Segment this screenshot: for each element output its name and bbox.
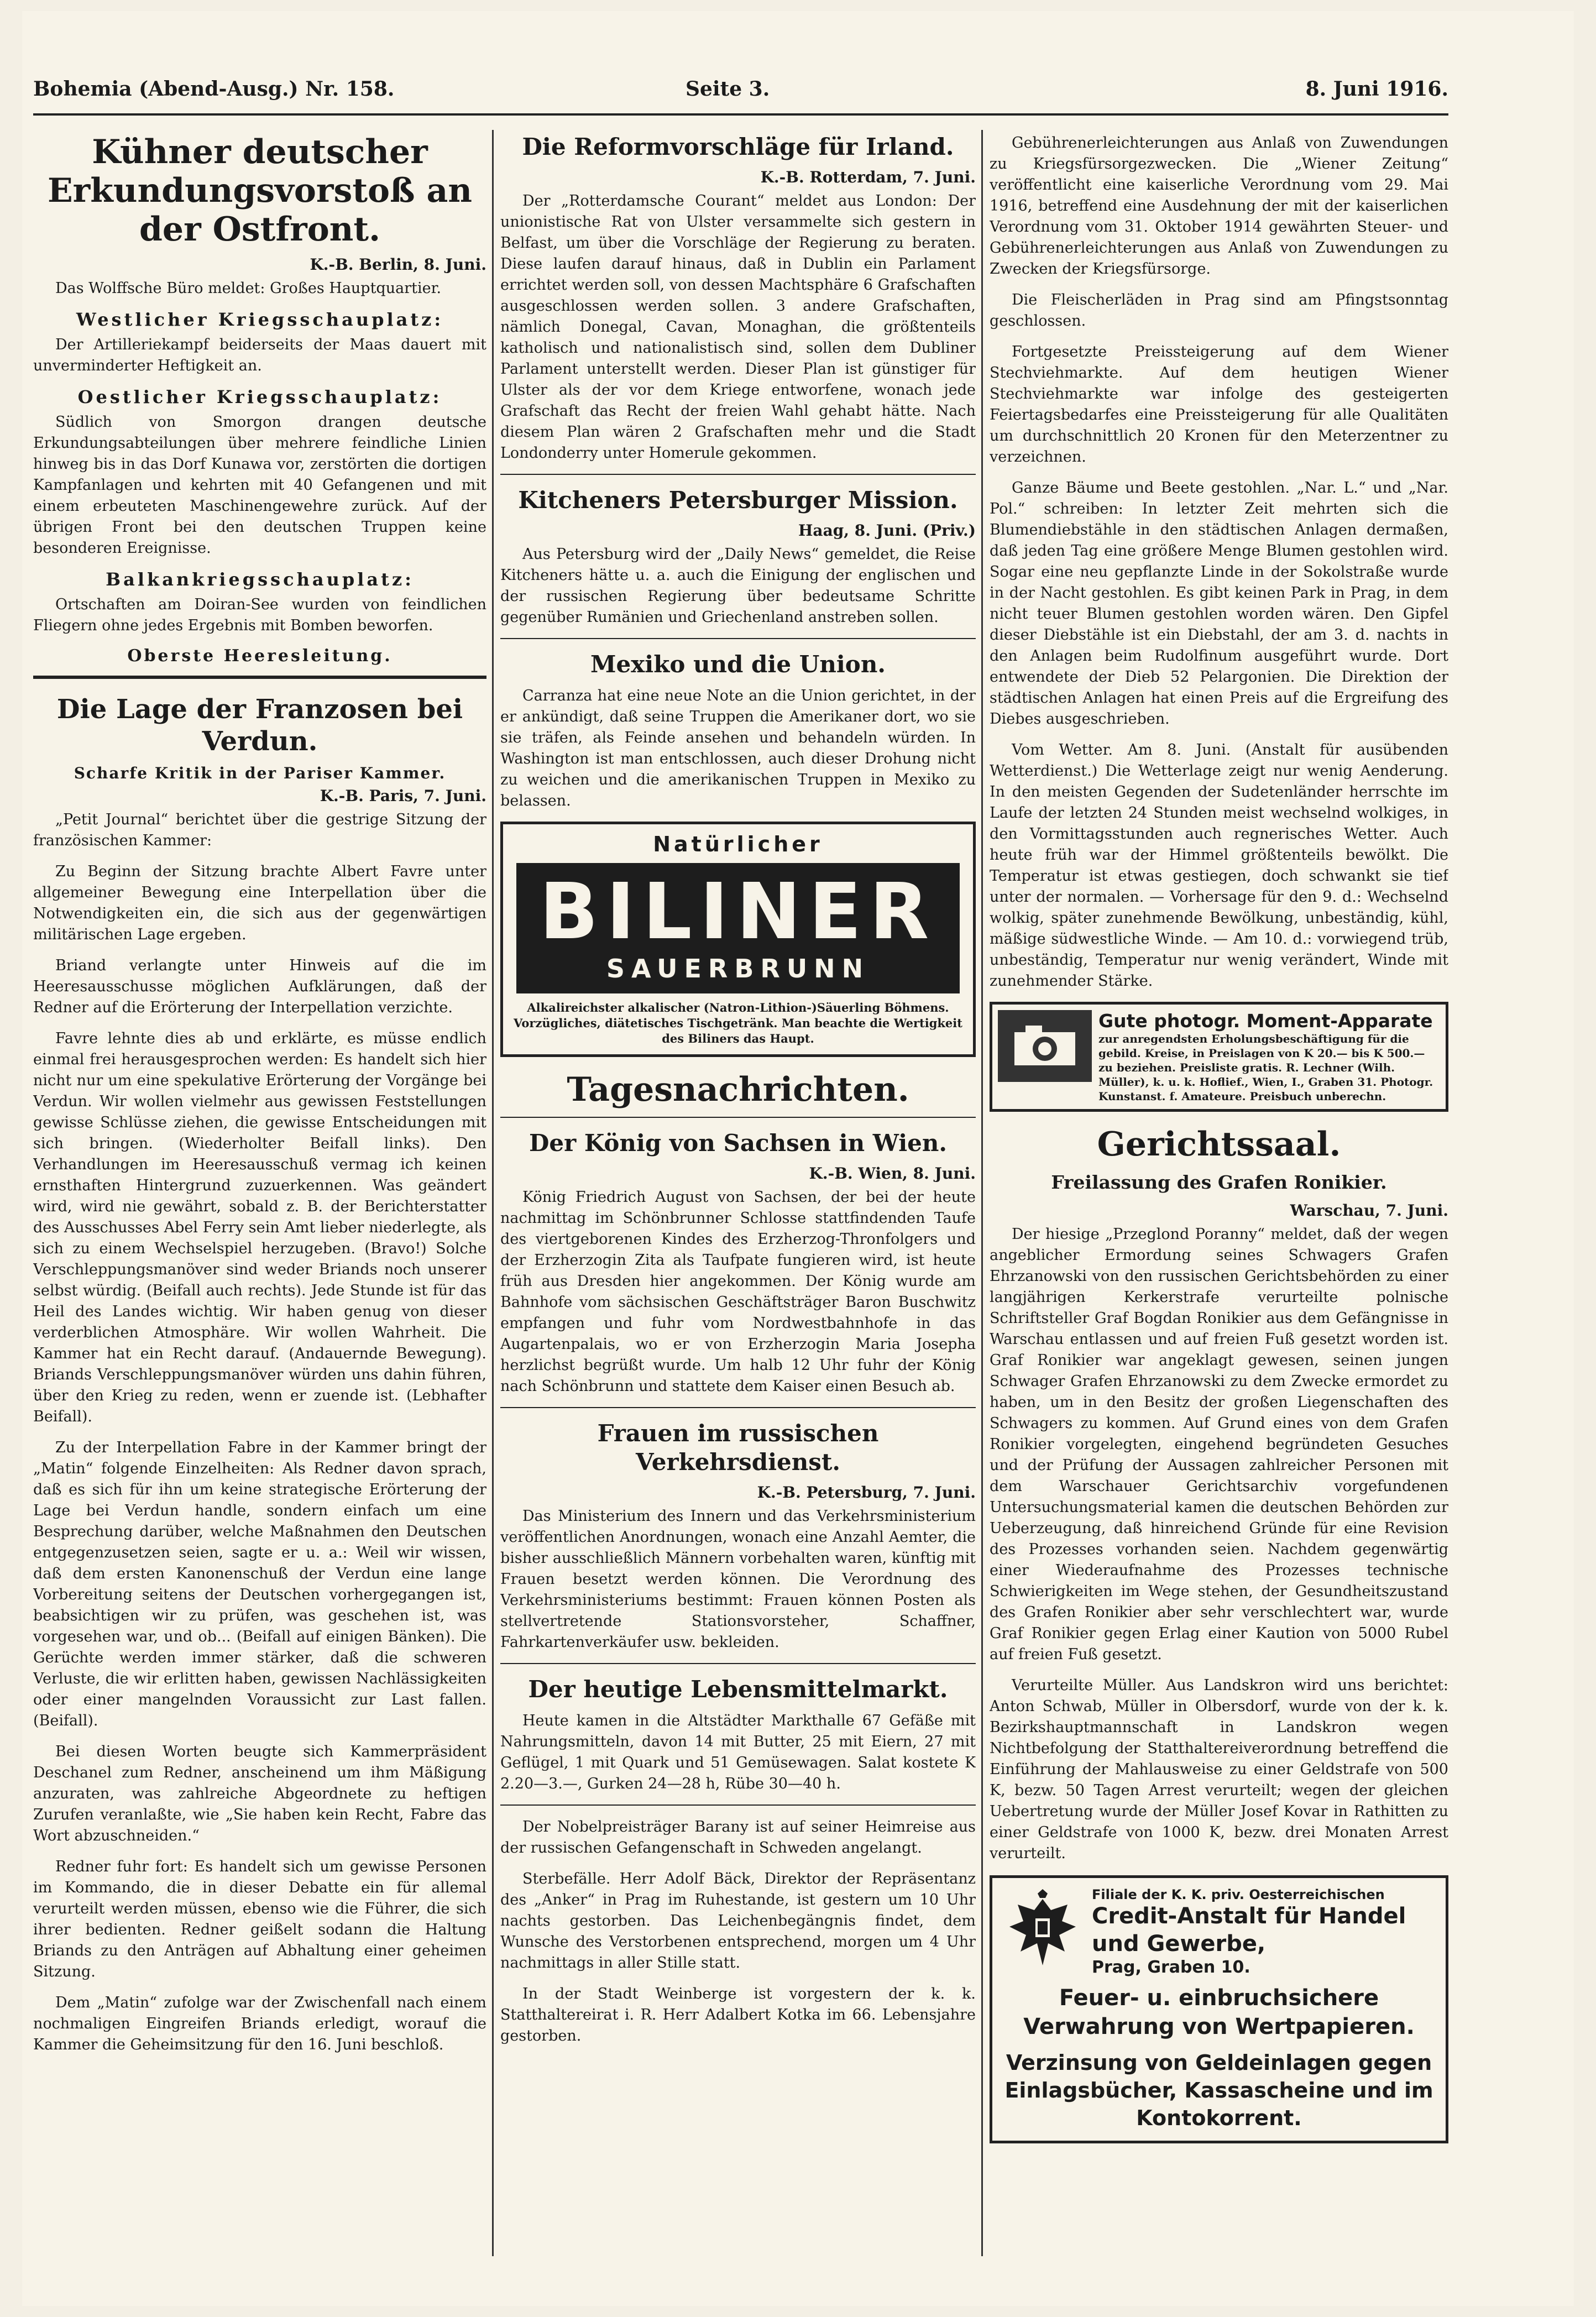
article-paragraph: Carranza hat eine neue Note an die Union gerichtet, in der er ankündigt, daß seine Truppen die Amerikaner dort, wo sie sie träfen, als Feinde ansehen und behandeln würden. In Washington ist man entschlossen, auch dieser Drohung nicht zu weichen und die amerikanischen Truppen in Mexiko zu belassen. <box>500 687 976 809</box>
dateline: K.-B. Rotterdam, 7. Juni. <box>760 168 976 186</box>
camera-illustration <box>998 1010 1092 1082</box>
dateline: K.-B. Petersburg, 7. Juni. <box>757 1483 976 1502</box>
article-headline: Mexiko und die Union. <box>590 651 886 678</box>
article-headline: Der heutige Lebensmittelmarkt. <box>528 1676 948 1703</box>
article-paragraph: Bei diesen Worten beugte sich Kammerpräsident Deschanel zum Redner, anscheinend um ihm Mäßigung anzuraten, was zahlreiche Abgeordnete zu heftigen Zurufen veranlaßte, wie „Sie haben kein Recht, Fabre das Wort abzuschneiden.“ <box>33 1743 486 1844</box>
section-title: Tagesnachrichten. <box>567 1070 909 1109</box>
ad-brand-subtitle: SAUERBRUNN <box>606 954 870 984</box>
article-subtitle: Scharfe Kritik in der Pariser Kammer. <box>74 764 446 782</box>
section-rule <box>500 1117 976 1118</box>
article-headline: Kühner deutscher Erkundungsvorstoß an der Ostfront. <box>47 133 473 249</box>
ad-brand-name: BILINER <box>539 867 937 957</box>
article-paragraph: Heute kamen in die Altstädter Markthalle 67 Gefäße mit Nahrungsmitteln, davon 14 mit Butter, 25 mit Eiern, 27 mit Geflügel, 1 mit Quark und 51 Gemüsewagen. Salat kostete K 2.20—3.—, Gurken 24—28 h, Rübe 30—40 h. <box>500 1712 976 1792</box>
article-paragraph: König Friedrich August von Sachsen, der bei der heute nachmittag im Schönbrunner Schlosse stattfindenden Taufe des viertgeborenen Kindes des Erzherzog-Thronfolgers und der Erzherzogin Zita als Taufpate fungieren wird, ist heute früh aus Dresden hier angekommen. Der König wurde am Bahnhofe vom sächsischen Geschäftsträger Baron Buschwitz empfangen und fuhr vom Nordwestbahnhofe in das Augartenpalais, wo er von Erzherzogin Maria Josepha herzlichst begrüßt wurde. Um halb 12 Uhr fuhr der König nach Schönbrunn und stattete dem Kaiser einen Besuch ab. <box>500 1189 976 1395</box>
double-eagle-icon <box>1001 1888 1084 1976</box>
article-paragraph: Das Wolffsche Büro meldet: Großes Hauptquartier. <box>55 280 442 297</box>
masthead-issue: Bohemia (Abend-Ausg.) Nr. 158. <box>33 77 395 101</box>
news-item: Fortgesetzte Preissteigerung auf dem Wiener Stechviehmarkte. Auf dem heutigen Wiener Stechviehmarkte war infolge des gesteigerten Feiertagsbedarfes eine Preissteigerung für alle Qualitäten um durchschnittlich 20 Kronen für den Meterzentner zu verzeichnen. <box>990 343 1448 466</box>
ad-tagline: Natürlicher <box>653 832 823 856</box>
news-item: In der Stadt Weinberge ist vorgestern der k. k. Statthaltereirat i. R. Herr Adalbert Kotka im 66. Lebensjahre gestorben. <box>500 1985 976 2044</box>
article-headline: Freilassung des Grafen Ronikier. <box>1051 1171 1387 1193</box>
header-rule <box>33 113 1448 116</box>
section-subhead: Balkankriegsschauplatz: <box>106 569 414 590</box>
article-rule <box>500 638 976 639</box>
page-number: Seite 3. <box>686 77 770 101</box>
article-paragraph: Ortschaften am Doiran-See wurden von feindlichen Fliegern ohne jedes Ergebnis mit Bomben beworfen. <box>33 596 486 634</box>
bank-service-1: Feuer- u. einbruchsichere Verwahrung von Wertpapieren. <box>1023 1985 1415 2039</box>
column-divider <box>981 130 983 2256</box>
article-headline: Der König von Sachsen in Wien. <box>528 1129 948 1157</box>
article-rule <box>500 1663 976 1664</box>
news-item: Sterbefälle. Herr Adolf Bäck, Direktor der Repräsentanz des „Anker“ in Prag im Ruhestande, ist gestern um 10 Uhr nachts gestorben. Das Leichenbegängnis findet, dem Wunsche des Verstorbenen entsprechend, morgen um 4 Uhr nachmittags in aller Stille statt. <box>500 1870 976 1971</box>
news-item: Die Fleischerläden in Prag sind am Pfingstsonntag geschlossen. <box>990 291 1448 329</box>
signature: Oberste Heeresleitung. <box>127 646 393 666</box>
bank-address: Prag, Graben 10. <box>1092 1958 1250 1977</box>
article-paragraph: Favre lehnte dies ab und erklärte, es müsse endlich einmal frei herausgesprochen werden: Es handelt sich hier nicht nur um eine spekulative Erörterung der Vorgänge bei Verdun. Wir wollen vielmehr aus gewissen Feststellungen gewisse Schlüsse ziehen, die gewisse Entscheidungen mit sich bringen. (Wiederholter Beifall links). Den Verhandlungen im Heeresausschuß vermag ich keinen ernsthaften Hintergrund zuzuerkennen. Was geändert wird, wird nie gewährt, sobald z. B. der Berichterstatter des Ausschusses Abel Ferry sein Amt lieber niederlegte, als sich zu einem Wechselspiel herzugeben. (Bravo!) Solche Verschleppungsmanöver sind weder Briands noch unserer selbst würdig. (Beifall auch rechts). Jede Stunde ist für das Heil des Landes wichtig. Wir haben genug von dieser verderblichen Atmosphäre. Wir wollen Wahrheit. Die Kammer hat ein Recht darauf. (Andauernde Bewegung). Briands Verschleppungsmanöver würden uns dahin führen, über den Krieg zu reden, wenn er zuende ist. (Lebhafter Beifall). <box>33 1030 486 1425</box>
ad-body: zur anregendsten Erholungsbeschäftigung für die gebild. Kreise, in Preislagen von K 20.— bis K 500.— zu beziehen. Preisliste gratis. R. Lechner (Wilh. Müller), k. u. k. Hoflief., Wien, I., Graben 31. Photogr. Kunstanst. f. Amateure. Preisbuch unberechn. <box>1098 1032 1433 1103</box>
article-headline: Die Lage der Franzosen bei Verdun. <box>56 694 463 757</box>
news-item: Ganze Bäume und Beete gestohlen. „Nar. L.“ und „Nar. Pol.“ schreiben: In letzter Zeit mehrten sich die Blumendiebstähle in den städtischen Anlagen dermaßen, daß jeden Tag eine größere Menge Blumen gestohlen wird. Sogar eine neu gepflanzte Linde in der Sokolstraße wurde in der Nacht gestohlen. Es gibt keinen Park in Prag, in dem nicht teuer Blumen gestohlen worden wären. Den Gipfel dieser Diebstähle ist ein Diebstahl, der am 3. d. nachts in den Anlagen beim Rudolfinum ausgeführt wurde. Dort entwendete der Dieb 52 Pelargonien. Die Direktion der städtischen Anlagen hat einen Preis auf die Ergreifung des Diebes ausgeschrieben. <box>990 479 1448 728</box>
page-header <box>33 77 1448 111</box>
news-item: Der Nobelpreisträger Barany ist auf seiner Heimreise aus der russischen Gefangenschaft in Schweden angelangt. <box>500 1818 976 1856</box>
article-paragraph: Das Ministerium des Innern und das Verkehrsministerium veröffentlichen Anordnungen, wonach eine Anzahl Aemter, die bisher ausschließlich Männern vorbehalten waren, künftig mit Frauen besetzt werden können. Die Verordnung des Verkehrsministeriums bestimmt: Frauen können Posten als stellvertretende Stationsvorsteher, Schaffner, Fahrkartenverkäufer usw. bekleiden. <box>500 1508 976 1651</box>
bank-advertisement <box>990 1875 1448 2143</box>
section-title: Gerichtssaal. <box>1097 1125 1341 1164</box>
dateline: Haag, 8. Juni. (Priv.) <box>798 521 976 540</box>
dateline: Warschau, 7. Juni. <box>1290 1201 1448 1220</box>
camera-icon <box>1003 1016 1086 1076</box>
article-rule <box>500 474 976 475</box>
section-subhead: Westlicher Kriegsschauplatz: <box>76 309 444 330</box>
article-paragraph: Der Artilleriekampf beiderseits der Maas dauert mit unverminderter Heftigkeit an. <box>33 336 486 374</box>
article-headline: Kitcheners Petersburger Mission. <box>518 487 958 514</box>
column-1 <box>33 133 486 2251</box>
bank-service-2: Verzinsung von Geldeinlagen gegen Einlagsbücher, Kassascheine und im Kontokorrent. <box>1004 2051 1433 2130</box>
column-divider <box>492 130 494 2256</box>
article-paragraph: Zu der Interpellation Fabre in der Kammer bringt der „Matin“ folgende Einzelheiten: Als Redner davon sprach, daß es sich für ihn um keine strategische Erörterung der Lage bei Verdun handle, sondern einfach um eine Besprechung darüber, welche Maßnahmen den Deutschen entgegenzusetzen seien, sagte er u. a.: Weil wir wissen, daß dem ersten Kanonenschuß der Verdun eine lange Vorbereitung seitens der Deutschen vorhergegangen ist, beabsichtigen wir zu prüfen, was geschehen ist, was vorgesehen war, und ob... (Beifall auf einigen Bänken). Die Gerüchte werden immer stärker, daß die schweren Verluste, die wir erlitten haben, gewissen Nachlässigkeiten oder einer mangelnden Voraussicht zur Last fallen. (Beifall). <box>33 1439 486 1729</box>
camera-advertisement <box>990 1002 1448 1112</box>
dateline: K.-B. Wien, 8. Juni. <box>809 1164 976 1183</box>
bank-line-1: Filiale der K. K. priv. Oesterreichischen <box>1092 1887 1385 1902</box>
article-rule <box>500 1805 976 1806</box>
article-paragraph: Der „Rotterdamsche Courant“ meldet aus London: Der unionistische Rat von Ulster versammelte sich gestern in Belfast, um über die Vorschläge der Regierung zu beraten. Diese laufen darauf hinaus, daß in Dublin ein Parlament errichtet werden soll, von dessen Machtsphäre 6 Grafschaften ausgeschlossen werden sollen. 3 andere Grafschaften, nämlich Donegal, Cavan, Monaghan, die größtenteils katholisch und nationalistisch sind, sollen dem Dubliner Parlament unterstellt werden. Dieser Plan ist günstiger für Ulster als der vor dem Kriege entworfene, wonach jede Grafschaft das Recht der freien Wahl gehabt hätte. Nach diesem Plan wären 2 Grafschaften mehr und die Stadt Londonderry unter Homerule gekommen. <box>500 192 976 462</box>
ad-brand-block <box>516 863 960 993</box>
section-subhead: Oestlicher Kriegsschauplatz: <box>77 386 442 407</box>
article-paragraph: Briand verlangte unter Hinweis auf die im Heeresausschusse möglichen Aufklärungen, daß der Redner auf die Erörterung der Interpellation verzichte. <box>33 957 486 1016</box>
news-item: Gebührenerleichterungen aus Anlaß von Zuwendungen zu Kriegsfürsorgezwecken. Die „Wiener Zeitung“ veröffentlicht eine kaiserliche Verordnung vom 29. Mai 1916, betreffend eine Ausdehnung der mit der kaiserlichen Verordnung vom 31. Oktober 1914 gewährten Steuer- und Gebührenerleichterungen aus Anlaß von Zuwendungen zu Zwecken der Kriegsfürsorge. <box>990 134 1448 278</box>
article-paragraph: Aus Petersburg wird der „Daily News“ gemeldet, die Reise Kitcheners hätte u. a. auch die Einigung der englischen und der russischen Regierung über bedeutsame Schritte gegenüber Rumänien und Griechenland anstreben sollen. <box>500 546 976 626</box>
issue-date: 8. Juni 1916. <box>1305 77 1448 101</box>
article-paragraph: Der hiesige „Przeglond Poranny“ meldet, daß der wegen angeblicher Ermordung seines Schwagers Grafen Ehrzanowski von den russischen Gerichtsbehörden zu einer langjährigen Kerkerstrafe verurteilte polnische Schriftsteller Graf Bogdan Ronikier aus dem Gefängnisse in Warschau entlassen und auf freien Fuß gesetzt worden ist. Graf Ronikier war angeklagt gewesen, seinen jungen Schwager Grafen Ehrzanowski zu dem Zwecke ermordet zu haben, um in den Besitz der großen Liegenschaften des Schwagers zu kommen. Auf Grund eines von dem Grafen Ronikier vorgelegten, eingehend begründeten Gesuches und der Prüfung der Aussagen zahlreicher Personen mit dem Warschauer Gerichtsarchiv vorgefundenen Untersuchungsmaterial kamen die deutschen Behörden zur Ueberzeugung, daß hinreichend Gründe für eine Revision des Prozesses vorhanden seien. Nachdem gegenwärtig einer Wiederaufnahme des Prozesses technische Schwierigkeiten im Wege stehen, der Gesundheitszustand des Grafen Ronikier aber sehr verschlechtert war, wurde Graf Ronikier gegen Erlag einer Kaution von 5000 Rubel auf freien Fuß gesetzt. <box>990 1226 1448 1663</box>
article-paragraph: Südlich von Smorgon drangen deutsche Erkundungsabteilungen über mehrere feindliche Linien hinweg bis in das Dorf Kunawa vor, zerstörten die dortigen Kampfanlagen und kehrten mit 40 Gefangenen und mit einem erbeuteten Maschinengewehre zurück. Auf der übrigen Front bei den deutschen Truppen keine besonderen Ereignisse. <box>33 414 486 557</box>
ad-title: Gute photogr. Moment-Apparate <box>1098 1010 1433 1032</box>
column-2 <box>500 133 976 2251</box>
news-item: Vom Wetter. Am 8. Juni. (Anstalt für ausübenden Wetterdienst.) Die Wetterlage zeigt nur wenig Aenderung. In den meisten Gegenden der Sudetenländer herrschte im Laufe der letzten 24 Stunden meist wechselnd wolkiges, in den Vormittagsstunden auch regnerisches Wetter. Auch heute früh war der Himmel größtenteils bewölkt. Die Temperatur ist etwas gestiegen, doch schwankt sie tief unter der normalen. — Vorhersage für den 9. d.: Wechselnd wolkig, später zunehmende Bewölkung, unbeständig, kühl, mäßige südwestliche Winde. — Am 10. d.: vorwiegend trüb, unbeständig, Temperatur nur wenig verändert, Winde mit zunehmender Stärke. <box>990 741 1448 990</box>
column-3 <box>990 133 1448 2251</box>
news-item: Verurteilte Müller. Aus Landskron wird uns berichtet: Anton Schwab, Müller in Olbersdorf, wurde von der k. k. Bezirkshauptmannschaft in Landskron wegen Nichtbefolgung der Statthaltereiverordnung betreffend die Einführung der Mahlausweise zu einer Geldstrafe von 500 K, bezw. 50 Tagen Arrest verurteilt; wegen der gleichen Uebertretung wurde der Müller Josef Kovar in Rathitten zu einer Geldstrafe von 1000 K, bezw. drei Monaten Arrest verurteilt. <box>990 1677 1448 1862</box>
article-rule <box>33 676 486 679</box>
ad-description: Alkalireichster alkalischer (Natron-Lithion-)Säuerling Böhmens. Vorzügliches, diätetisches Tischgetränk. Man beachte die Wertigkeit des Biliners das Haupt. <box>514 1001 962 1045</box>
article-paragraph: „Petit Journal“ berichtet über die gestrige Sitzung der französischen Kammer: <box>33 811 486 849</box>
dateline: K.-B. Berlin, 8. Juni. <box>310 255 486 274</box>
article-rule <box>500 1407 976 1408</box>
article-paragraph: Redner fuhr fort: Es handelt sich um gewisse Personen im Kommando, die in dieser Debatte ein für allemal verurteilt werden müssen, ebenso wie die Führer, die sich ihrer bedienten. Redner geißelt sodann die Haltung Briands zu den Anträgen auf Abhaltung einer geheimen Sitzung. <box>33 1858 486 1980</box>
article-headline: Frauen im russischen Verkehrsdienst. <box>597 1420 879 1476</box>
article-paragraph: Dem „Matin“ zufolge war der Zwischenfall nach einem nochmaligen Eingreifen Briands erledigt, worauf die Kammer die Geheimsitzung für den 16. Juni beschloß. <box>33 1994 486 2053</box>
bank-name: Credit-Anstalt für Handel und Gewerbe, <box>1092 1903 1406 1957</box>
article-headline: Die Reformvorschläge für Irland. <box>522 133 954 160</box>
dateline: K.-B. Paris, 7. Juni. <box>320 787 486 805</box>
article-paragraph: Zu Beginn der Sitzung brachte Albert Favre unter allgemeiner Bewegung eine Interpellation über die Notwendigkeiten ein, die sich aus der gegenwärtigen militärischen Lage ergeben. <box>33 863 486 943</box>
biliner-advertisement <box>500 822 976 1057</box>
